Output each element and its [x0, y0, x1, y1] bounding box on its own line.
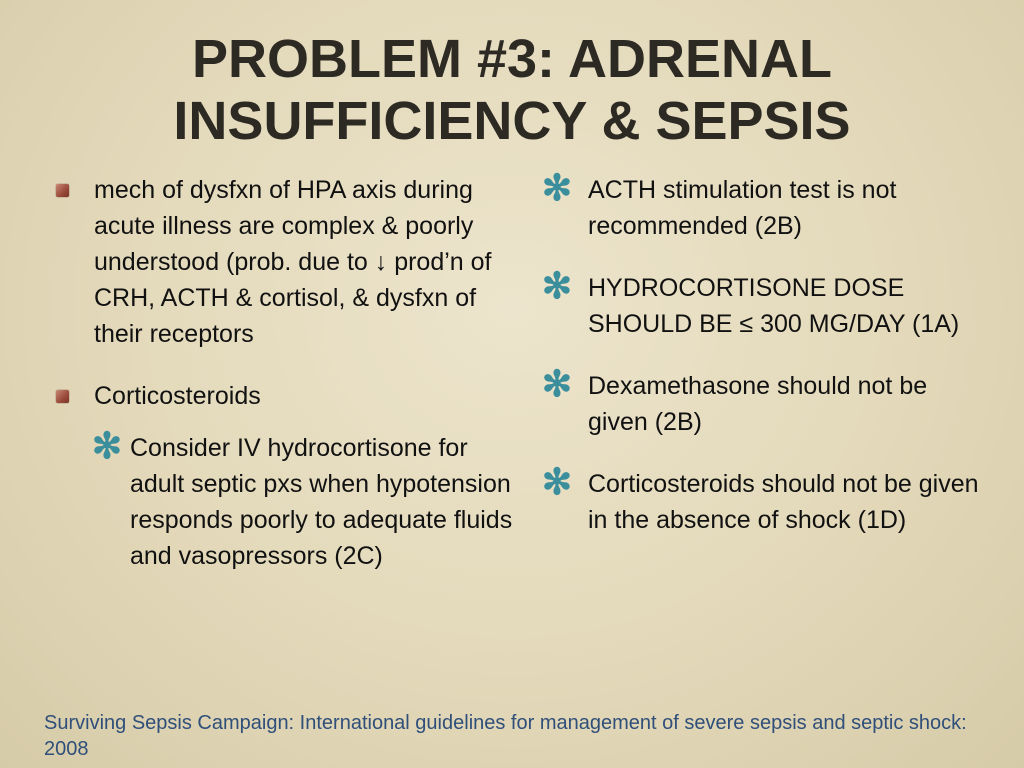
square-bullet-icon [56, 184, 69, 197]
bullet-text: mech of dysfxn of HPA axis during acute illness are complex & poorly understood (prob. due to ↓ prod’n of CRH, ACTH & cortisol, & dysfxn of their receptors [94, 176, 492, 348]
right-column [540, 167, 990, 564]
sub-list-item [50, 425, 520, 574]
bullet-text: HYDROCORTISONE DOSE SHOULD BE ≤ 300 MG/DAY (1A) [588, 274, 960, 338]
title-line-1: PROBLEM #3: ADRENAL [191, 29, 833, 89]
square-bullet-icon [56, 390, 69, 403]
bullet-text: Corticosteroids should not be given in the absence of shock (1D) [588, 470, 979, 534]
list-item [50, 172, 520, 352]
asterisk-bullet-icon: ✻ [541, 363, 573, 404]
bullet-text: Consider IV hydrocortisone for adult septic pxs when hypotension responds poorly to adequate fluids and vasopressors (2C) [130, 434, 513, 570]
bullet-text: Dexamethasone should not be given (2B) [588, 372, 928, 436]
list-item [540, 363, 990, 440]
bullet-text: ACTH stimulation test is not recommended (2B) [588, 176, 897, 240]
bullet-text: Corticosteroids [94, 382, 261, 410]
asterisk-bullet-icon: ✻ [91, 425, 123, 466]
list-item [50, 378, 520, 414]
list-item [540, 265, 990, 342]
list-item [540, 167, 990, 244]
left-column [50, 172, 520, 600]
asterisk-bullet-icon: ✻ [541, 265, 573, 306]
list-item [540, 461, 990, 538]
asterisk-bullet-icon: ✻ [541, 461, 573, 502]
title-line-2: INSUFFICIENCY & SEPSIS [173, 91, 851, 151]
asterisk-bullet-icon: ✻ [541, 167, 573, 208]
slide-title [40, 28, 984, 152]
footer-citation: Surviving Sepsis Campaign: International guidelines for management of severe sepsis and septic shock: 2008 [44, 712, 967, 760]
